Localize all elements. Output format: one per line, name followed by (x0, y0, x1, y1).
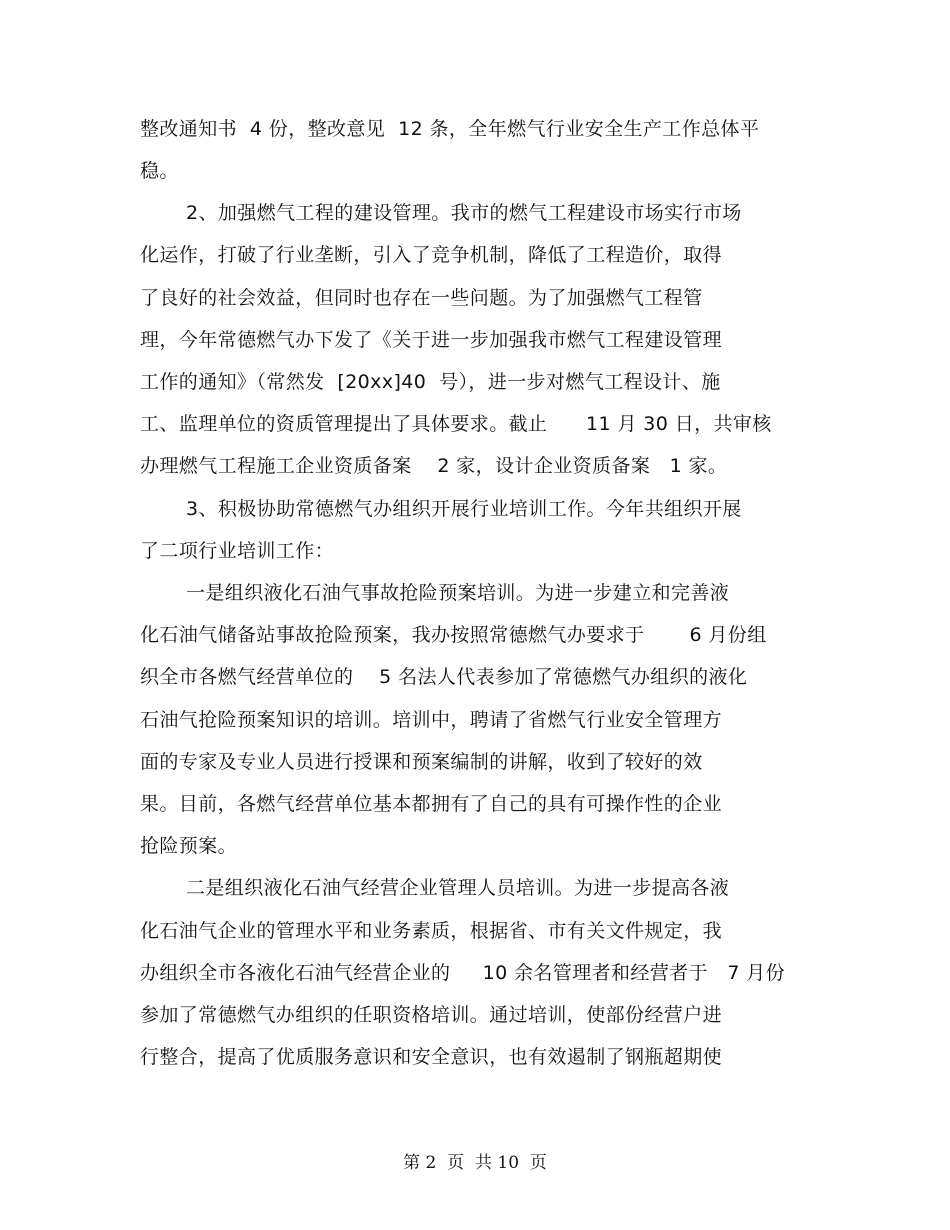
text-line-3: 2、加强燃气工程的建设管理。我市的燃气工程建设市场实行市场 (186, 202, 742, 224)
text-line-22: 参加了常德燃气办组织的任职资格培训。通过培训，使部份经营户进 (140, 1004, 723, 1026)
text-line-2: 稳。 (140, 160, 179, 182)
text-line-16: 面的专家及专业人员进行授课和预案编制的讲解，收到了较好的效 (140, 751, 703, 773)
text-line-5: 了良好的社会效益，但同时也存在一些问题。为了加强燃气工程管 (140, 287, 703, 309)
text-line-1: 整改通知书 4 份，整改意见 12 条，全年燃气行业安全生产工作总体平 (140, 118, 760, 140)
text-line-14: 织全市各燃气经营单位的 5 名法人代表参加了常德燃气办组织的液化 (140, 666, 748, 688)
text-line-15: 石油气抢险预案知识的培训。培训中，聘请了省燃气行业安全管理方 (140, 709, 723, 731)
text-line-10: 3、积极协助常德燃气办组织开展行业培训工作。今年共组织开展 (186, 498, 742, 520)
text-line-23: 行整合，提高了优质服务意识和安全意识，也有效遏制了钢瓶超期使 (140, 1046, 723, 1068)
text-line-21: 办组织全市各液化石油气经营企业的 10 余名管理者和经营者于 7 月份 (140, 962, 786, 984)
text-line-6: 理，今年常德燃气办下发了《关于进一步加强我市燃气工程建设管理 (140, 329, 723, 351)
text-line-12: 一是组织液化石油气事故抢险预案培训。为进一步建立和完善液 (186, 582, 730, 604)
text-line-9: 办理燃气工程施工企业资质备案 2 家，设计企业资质备案 1 家。 (140, 455, 728, 477)
text-line-19: 二是组织液化石油气经营企业管理人员培训。为进一步提高各液 (186, 877, 730, 899)
text-line-11: 了二项行业培训工作： (140, 540, 335, 562)
text-line-18: 抢险预案。 (140, 835, 238, 857)
text-line-4: 化运作，打破了行业垄断，引入了竞争机制，降低了工程造价，取得 (140, 244, 723, 266)
text-line-8: 工、监理单位的资质管理提出了具体要求。截止 11 月 30 日，共审核 (140, 413, 772, 435)
text-line-17: 果。目前，各燃气经营单位基本都拥有了自己的具有可操作性的企业 (140, 793, 723, 815)
text-line-13: 化石油气储备站事故抢险预案，我办按照常德燃气办要求于 6 月份组 (140, 624, 767, 646)
text-line-7: 工作的通知》（常然发 [20xx]40 号），进一步对燃气工程设计、施 (140, 371, 721, 393)
page-number-footer: 第 2 页 共 10 页 (403, 1153, 547, 1173)
text-line-20: 化石油气企业的管理水平和业务素质，根据省、市有关文件规定，我 (140, 920, 723, 942)
